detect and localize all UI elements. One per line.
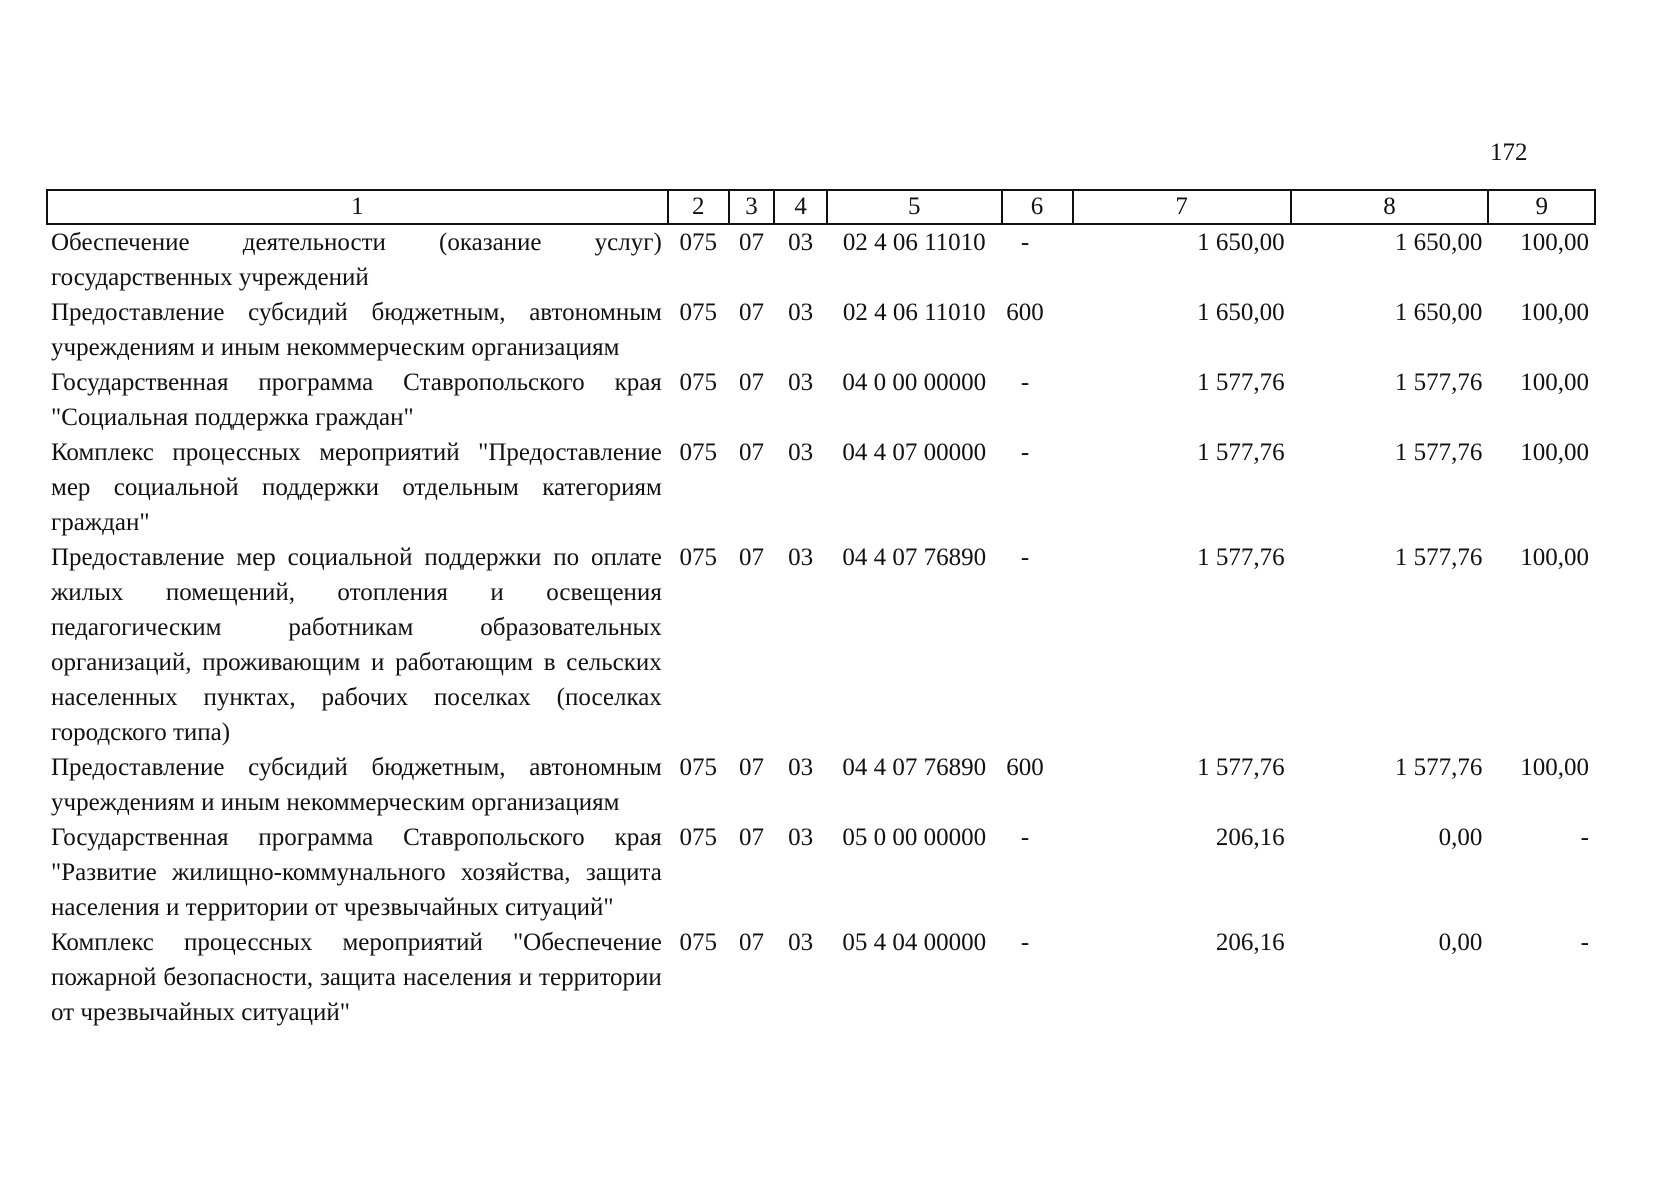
row-percent: 100,00 bbox=[1520, 229, 1589, 256]
table-row bbox=[47, 540, 1595, 750]
column-header: 8 bbox=[1291, 190, 1489, 224]
row-target-article: 04 4 07 00000 bbox=[842, 439, 987, 466]
row-section-code: 07 bbox=[738, 544, 764, 571]
row-section-code: 07 bbox=[738, 439, 764, 466]
table-row bbox=[47, 435, 1595, 540]
row-section-code: 07 bbox=[738, 229, 764, 256]
row-ministry-code: 075 bbox=[679, 544, 717, 571]
row-actual-amount: 1 577,76 bbox=[1394, 544, 1483, 571]
row-name: Предоставление субсидий бюджетным, автономным учреждениям и иным некоммерческим организациям bbox=[51, 754, 662, 816]
row-target-article: 05 4 04 00000 bbox=[842, 929, 987, 956]
row-subsection-code: 03 bbox=[788, 929, 814, 956]
row-planned-amount: 1 650,00 bbox=[1197, 229, 1285, 256]
column-header: 2 bbox=[668, 190, 729, 224]
row-ministry-code: 075 bbox=[679, 824, 717, 851]
row-subsection-code: 03 bbox=[788, 824, 814, 851]
table-header-row bbox=[47, 190, 1595, 224]
row-target-article: 04 0 00 00000 bbox=[842, 369, 987, 396]
row-planned-amount: 1 577,76 bbox=[1197, 754, 1285, 781]
row-percent: - bbox=[1580, 929, 1589, 956]
column-header: 5 bbox=[827, 190, 1001, 224]
row-target-article: 04 4 07 76890 bbox=[842, 754, 987, 781]
row-percent: 100,00 bbox=[1520, 544, 1589, 571]
row-target-article: 02 4 06 11010 bbox=[842, 299, 986, 326]
row-planned-amount: 206,16 bbox=[1215, 824, 1285, 851]
row-section-code: 07 bbox=[738, 369, 764, 396]
row-section-code: 07 bbox=[738, 824, 764, 851]
column-header: 7 bbox=[1073, 190, 1291, 224]
row-actual-amount: 0,00 bbox=[1438, 929, 1483, 956]
row-subsection-code: 03 bbox=[788, 299, 814, 326]
row-expense-type: - bbox=[1020, 824, 1030, 851]
row-percent: 100,00 bbox=[1520, 439, 1589, 466]
row-name: Предоставление субсидий бюджетным, автономным учреждениям и иным некоммерческим организациям bbox=[51, 299, 662, 361]
row-name: Комплекс процессных мероприятий "Обеспечение пожарной безопасности, защита населения и территории от чрезвычайных ситуаций" bbox=[51, 929, 662, 1026]
row-planned-amount: 1 577,76 bbox=[1197, 439, 1285, 466]
row-actual-amount: 1 650,00 bbox=[1394, 299, 1483, 326]
table-row bbox=[47, 295, 1595, 365]
row-actual-amount: 1 577,76 bbox=[1394, 439, 1483, 466]
row-ministry-code: 075 bbox=[679, 299, 717, 326]
row-expense-type: - bbox=[1020, 929, 1030, 956]
row-expense-type: 600 bbox=[1006, 299, 1044, 326]
row-target-article: 04 4 07 76890 bbox=[842, 544, 987, 571]
row-expense-type: - bbox=[1020, 369, 1030, 396]
row-percent: - bbox=[1580, 824, 1589, 851]
row-expense-type: 600 bbox=[1006, 754, 1044, 781]
row-ministry-code: 075 bbox=[679, 929, 717, 956]
row-name: Обеспечение деятельности (оказание услуг) государственных учреждений bbox=[51, 229, 662, 291]
row-actual-amount: 1 577,76 bbox=[1394, 754, 1483, 781]
column-header: 4 bbox=[774, 190, 827, 224]
row-section-code: 07 bbox=[738, 754, 764, 781]
row-planned-amount: 1 650,00 bbox=[1197, 299, 1285, 326]
column-header: 6 bbox=[1002, 190, 1073, 224]
column-header: 3 bbox=[729, 190, 775, 224]
row-percent: 100,00 bbox=[1520, 754, 1589, 781]
table-row bbox=[47, 224, 1595, 295]
row-expense-type: - bbox=[1020, 439, 1030, 466]
row-subsection-code: 03 bbox=[788, 439, 814, 466]
row-name: Государственная программа Ставропольского края "Социальная поддержка граждан" bbox=[51, 369, 662, 431]
row-actual-amount: 1 577,76 bbox=[1394, 369, 1483, 396]
row-ministry-code: 075 bbox=[679, 369, 717, 396]
row-ministry-code: 075 bbox=[679, 754, 717, 781]
row-percent: 100,00 bbox=[1520, 299, 1589, 326]
row-planned-amount: 1 577,76 bbox=[1197, 544, 1285, 571]
table-row bbox=[47, 925, 1595, 1030]
row-actual-amount: 1 650,00 bbox=[1394, 229, 1483, 256]
row-ministry-code: 075 bbox=[679, 439, 717, 466]
page-number: 172 bbox=[1490, 139, 1528, 166]
row-target-article: 02 4 06 11010 bbox=[842, 229, 986, 256]
row-subsection-code: 03 bbox=[788, 544, 814, 571]
row-section-code: 07 bbox=[738, 299, 764, 326]
row-planned-amount: 206,16 bbox=[1215, 929, 1285, 956]
row-expense-type: - bbox=[1020, 229, 1030, 256]
column-header: 1 bbox=[47, 190, 668, 224]
row-percent: 100,00 bbox=[1520, 369, 1589, 396]
budget-table bbox=[46, 189, 1596, 1030]
row-planned-amount: 1 577,76 bbox=[1197, 369, 1285, 396]
row-subsection-code: 03 bbox=[788, 229, 814, 256]
row-name: Предоставление мер социальной поддержки по оплате жилых помещений, отопления и освещения педагогическим работникам образовательных организаций, проживающим и работающим в сельских населенных пунктах, рабочих поселках (поселках городского типа) bbox=[51, 544, 662, 746]
row-expense-type: - bbox=[1020, 544, 1030, 571]
row-subsection-code: 03 bbox=[788, 754, 814, 781]
column-header: 9 bbox=[1488, 190, 1595, 224]
row-subsection-code: 03 bbox=[788, 369, 814, 396]
row-section-code: 07 bbox=[738, 929, 764, 956]
row-actual-amount: 0,00 bbox=[1438, 824, 1483, 851]
table-row bbox=[47, 820, 1595, 925]
row-target-article: 05 0 00 00000 bbox=[842, 824, 987, 851]
row-ministry-code: 075 bbox=[679, 229, 717, 256]
row-name: Комплекс процессных мероприятий "Предоставление мер социальной поддержки отдельным категориям граждан" bbox=[51, 439, 662, 536]
table-row bbox=[47, 750, 1595, 820]
row-name: Государственная программа Ставропольского края "Развитие жилищно-коммунального хозяйства, защита населения и территории от чрезвычайных ситуаций" bbox=[51, 824, 662, 921]
table-row bbox=[47, 365, 1595, 435]
